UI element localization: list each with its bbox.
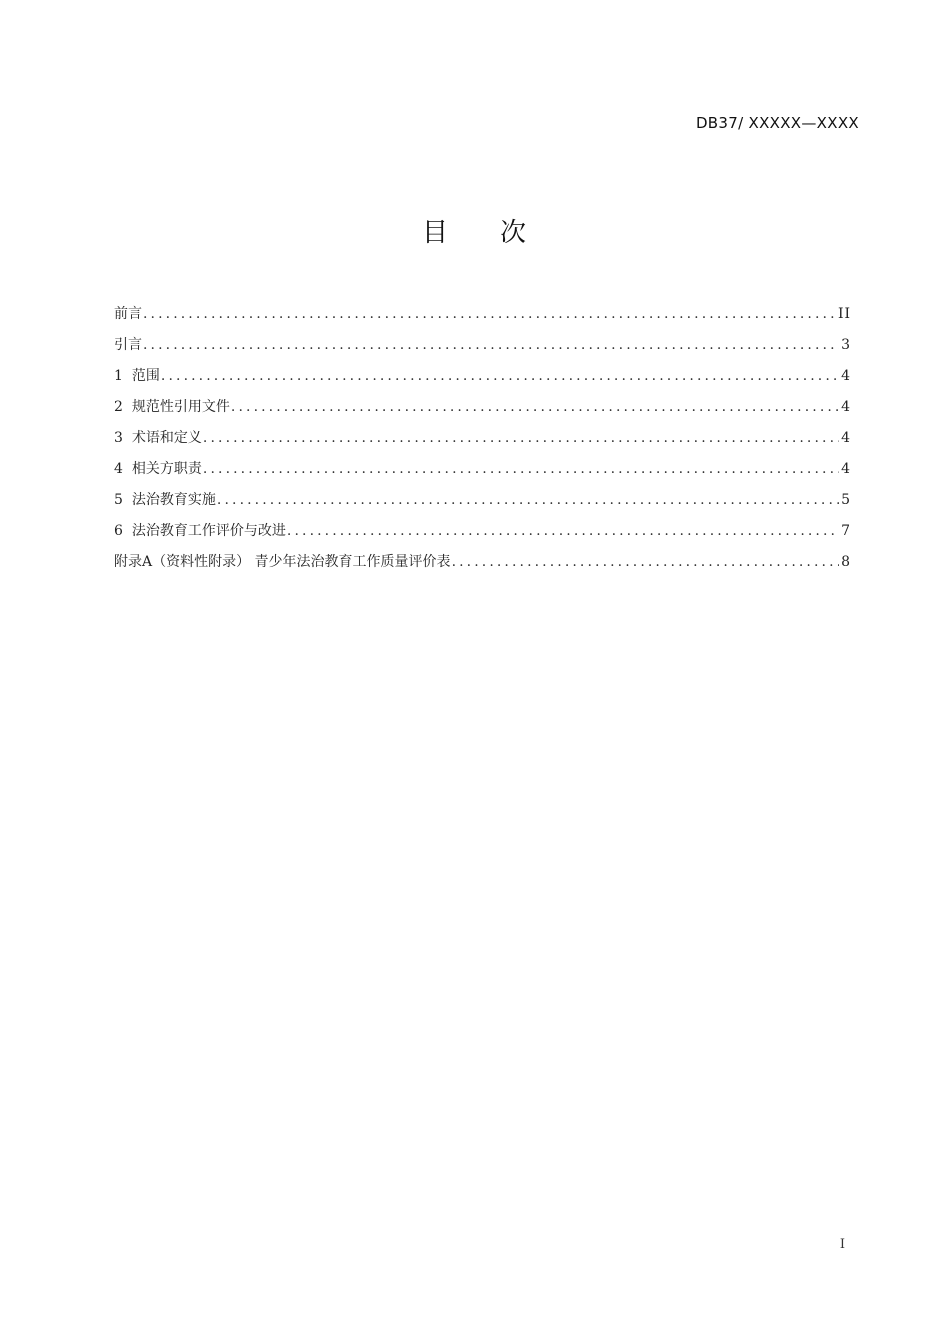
toc-entry-terms-definitions[interactable] <box>114 426 851 457</box>
toc-title-char-1: 目 <box>421 218 450 248</box>
toc-entry-label: 范围 <box>131 368 160 384</box>
toc-entry-appendix-a[interactable] <box>114 550 851 581</box>
toc-entry-page: 7 <box>841 523 851 539</box>
toc-entry-label: 法治教育工作评价与改进 <box>131 523 286 539</box>
toc-entry-normative-references[interactable] <box>114 395 851 426</box>
toc-entry-page: 3 <box>841 337 851 353</box>
toc-entry-preface[interactable] <box>114 302 851 333</box>
toc-title <box>0 212 950 249</box>
toc-entry-label: 相关方职责 <box>131 461 202 477</box>
toc-entry-number: 1 <box>114 368 123 384</box>
toc-list <box>114 302 851 581</box>
toc-entry-label: 前言 <box>114 306 142 322</box>
document-code: DB37/ XXXXX—XXXX <box>695 114 859 132</box>
toc-entry-label: 附录A（资料性附录） 青少年法治教育工作质量评价表 <box>114 554 451 570</box>
toc-entry-label: 术语和定义 <box>131 430 202 446</box>
toc-dot-leader <box>217 488 839 512</box>
toc-entry-number: 5 <box>114 492 123 508</box>
page-number: I <box>839 1237 845 1252</box>
toc-dot-leader <box>452 550 840 574</box>
toc-entry-scope[interactable] <box>114 364 851 395</box>
toc-entry-page: 4 <box>841 368 851 384</box>
toc-entry-number: 6 <box>114 523 123 539</box>
toc-entry-page: 8 <box>841 554 851 570</box>
toc-dot-leader <box>203 426 839 450</box>
toc-entry-responsibilities[interactable] <box>114 457 851 488</box>
toc-entry-page: II <box>837 306 851 322</box>
toc-dot-leader <box>143 302 836 326</box>
toc-entry-page: 5 <box>841 492 851 508</box>
toc-entry-label: 规范性引用文件 <box>131 399 230 415</box>
toc-entry-page: 4 <box>841 430 851 446</box>
toc-entry-page: 4 <box>841 461 851 477</box>
toc-entry-introduction[interactable] <box>114 333 851 364</box>
toc-dot-leader <box>231 395 839 419</box>
toc-dot-leader <box>143 333 839 357</box>
toc-entry-page: 4 <box>841 399 851 415</box>
toc-entry-label: 法治教育实施 <box>131 492 216 508</box>
toc-entry-number: 3 <box>114 430 123 446</box>
toc-dot-leader <box>287 519 839 543</box>
toc-dot-leader <box>161 364 839 388</box>
toc-dot-leader <box>203 457 839 481</box>
toc-entry-number: 2 <box>114 399 123 415</box>
toc-entry-label: 引言 <box>114 337 142 353</box>
toc-entry-evaluation-improvement[interactable] <box>114 519 851 550</box>
toc-entry-implementation[interactable] <box>114 488 851 519</box>
toc-title-char-2: 次 <box>500 218 529 248</box>
toc-entry-number: 4 <box>114 461 123 477</box>
